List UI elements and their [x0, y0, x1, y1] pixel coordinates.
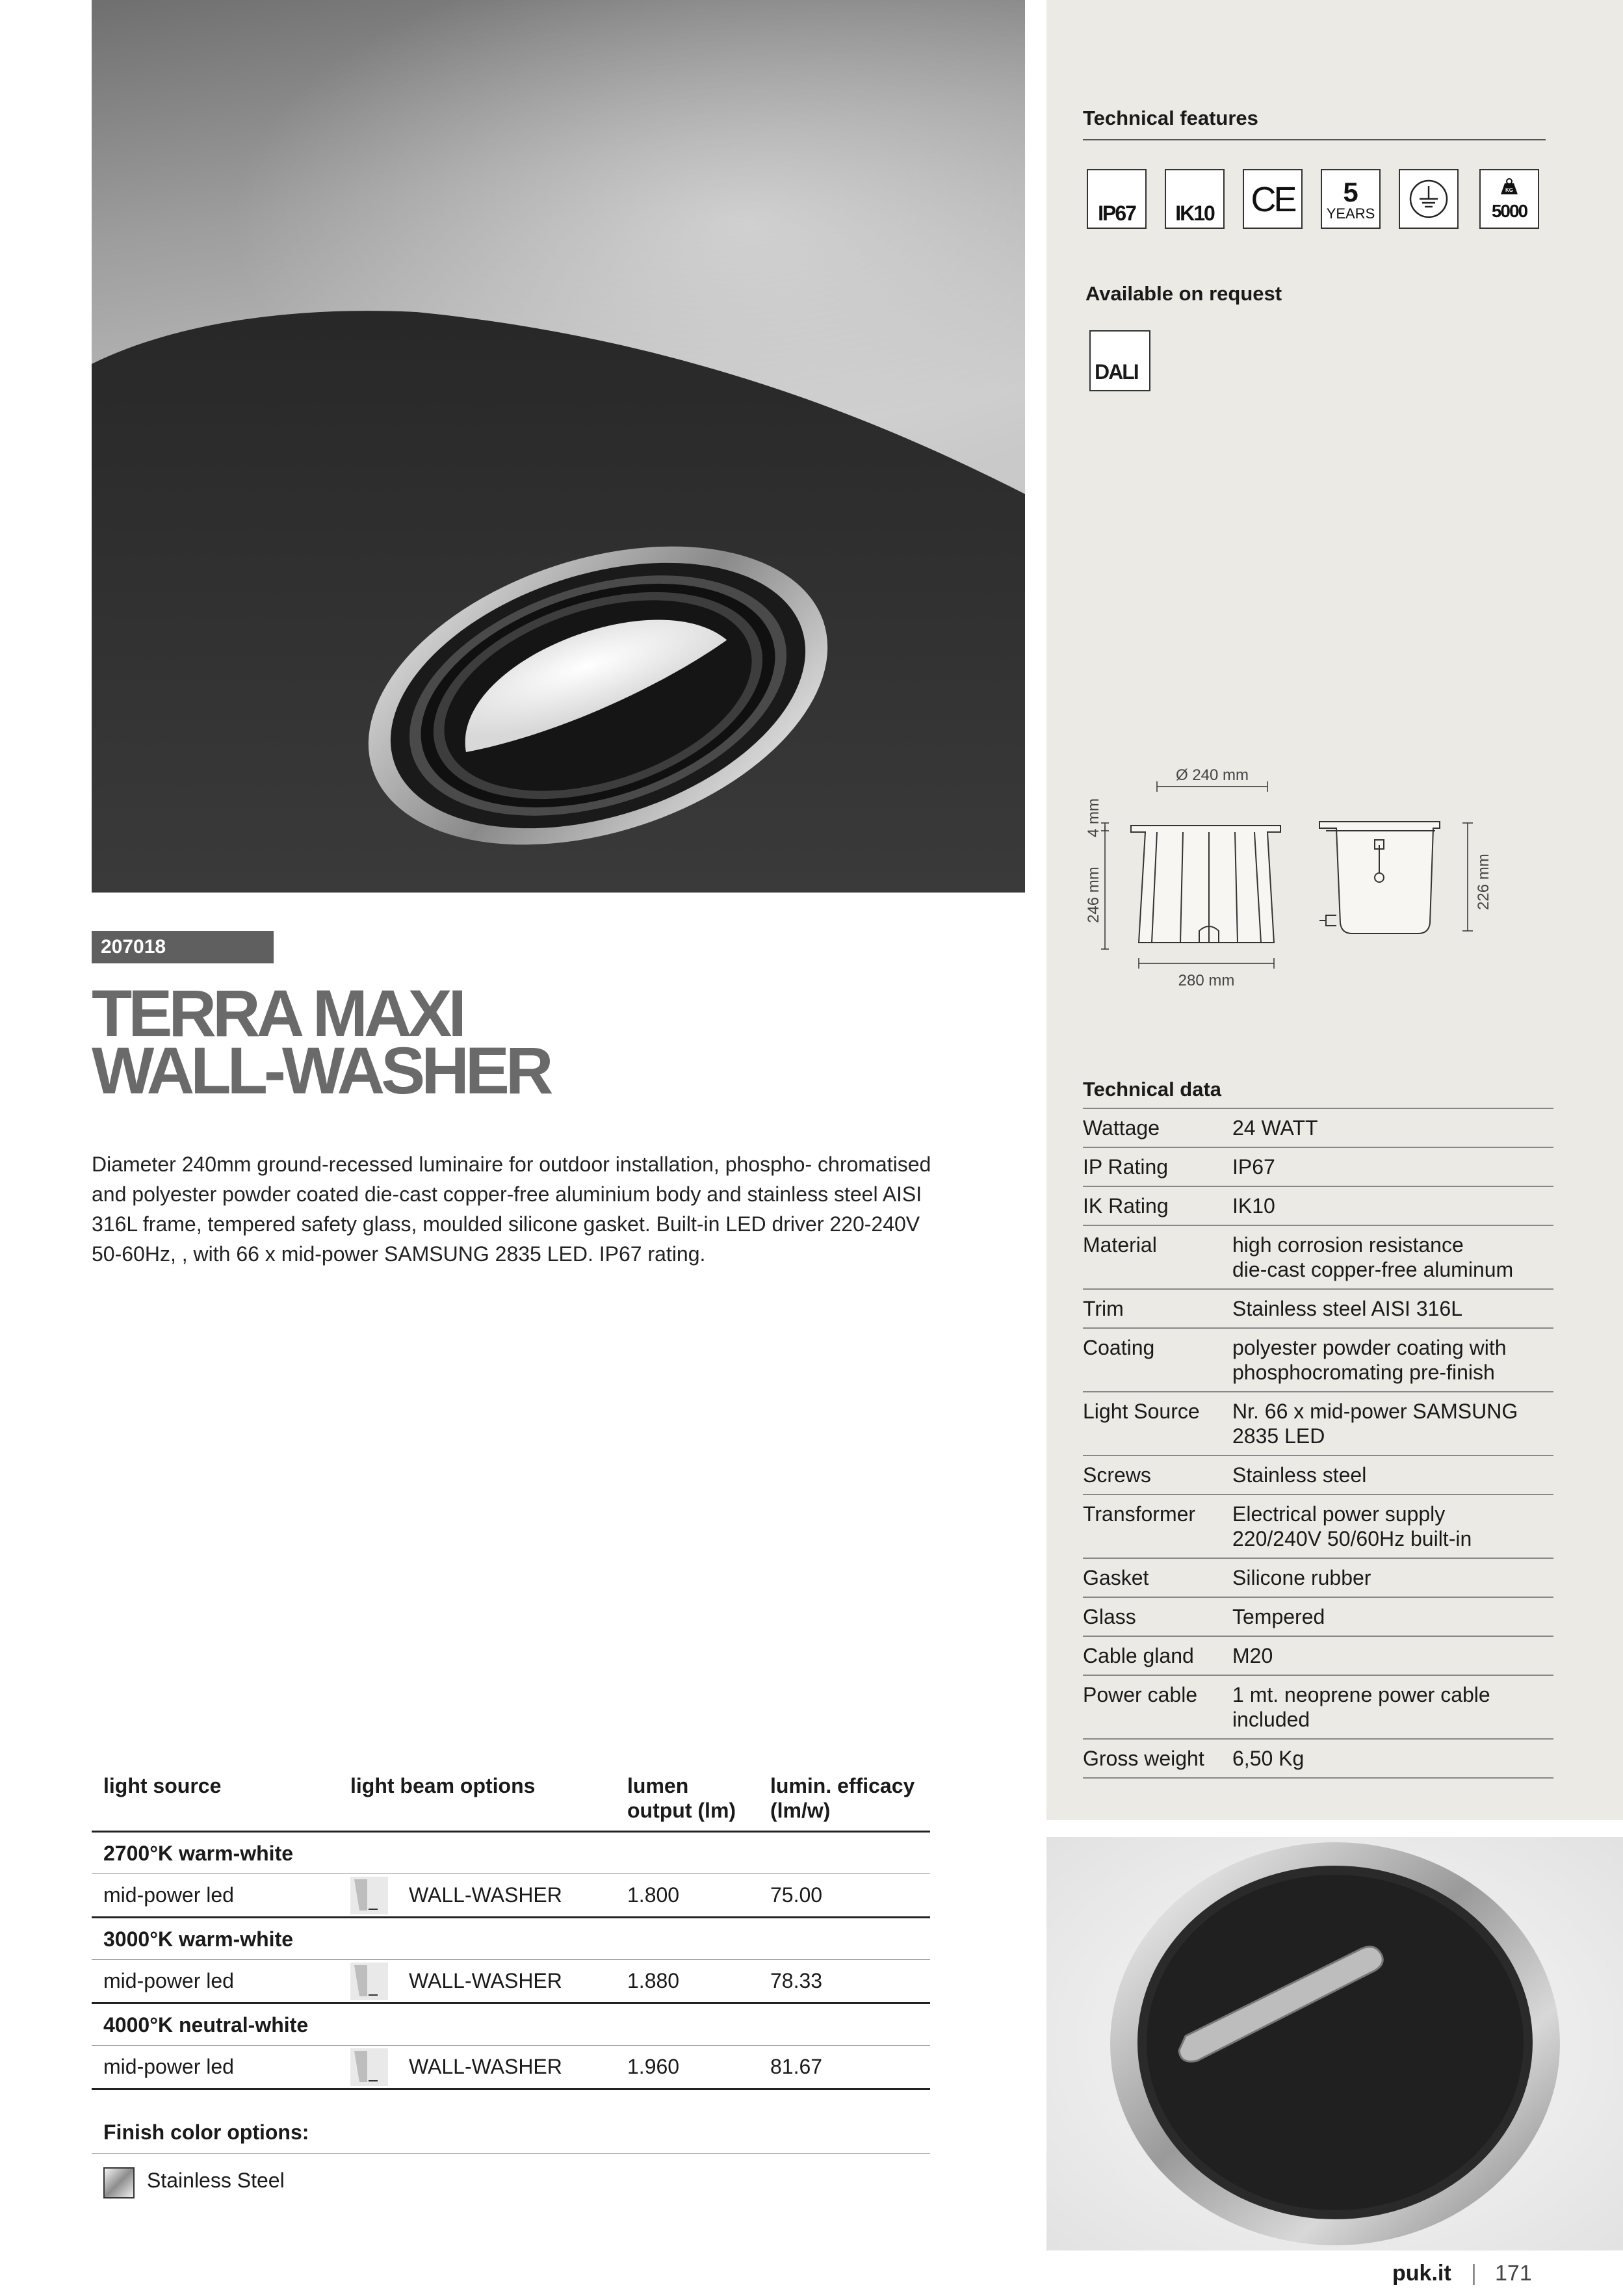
weight-icon-label: KG [1505, 187, 1513, 193]
product-title [92, 976, 937, 1108]
table-row [1083, 1494, 1553, 1558]
spec-label: Light Source [1083, 1400, 1200, 1423]
spec-label: Power cable [1083, 1683, 1198, 1706]
cell-beam [339, 1963, 616, 2000]
spec-label: Transformer [1083, 1502, 1196, 1526]
spec-value: IK10 [1232, 1194, 1275, 1218]
header-light-source: light source [103, 1774, 222, 1797]
table-row [1083, 1455, 1553, 1494]
dimension-total-height: 246 mm [1085, 867, 1102, 923]
table-row [92, 1874, 930, 1918]
dali-text: DALI [1095, 360, 1138, 384]
cell-lumen: 1.800 [627, 1883, 680, 1907]
spec-value: high corrosion resistance die-cast copper-free aluminum [1232, 1233, 1514, 1281]
spec-label: IK Rating [1083, 1194, 1169, 1218]
dali-badge [1089, 330, 1150, 391]
wall-washer-beam-icon [350, 2048, 388, 2086]
ip67-badge [1087, 169, 1147, 229]
spec-label: Gasket [1083, 1566, 1149, 1589]
spec-value: Silicone rubber [1232, 1566, 1371, 1589]
table-row [1083, 1225, 1553, 1288]
spec-value: polyester powder coating with phosphocromating pre-finish [1232, 1336, 1507, 1384]
cell-lumen: 1.960 [627, 2055, 680, 2078]
cell-beam [339, 2048, 616, 2086]
product-photo [1046, 1837, 1623, 2250]
technical-data-title: Technical data [1083, 1078, 1222, 1101]
product-code: 207018 [92, 931, 274, 963]
title-line-1: TERRA MAXI [92, 976, 463, 1050]
dimension-diameter: Ø 240 mm [1175, 766, 1249, 784]
spec-label: IP Rating [1083, 1155, 1169, 1179]
header-lumen-line1: lumen [627, 1774, 689, 1797]
footer-brand[interactable]: puk.it [1392, 2261, 1451, 2286]
table-row [1083, 1391, 1553, 1455]
earth-ground-badge [1399, 169, 1459, 229]
table-row [92, 2046, 930, 2090]
spec-value: 24 WATT [1232, 1116, 1318, 1140]
spec-value: Tempered [1232, 1605, 1325, 1628]
spec-label: Coating [1083, 1336, 1155, 1359]
load-value: 5000 [1491, 201, 1527, 221]
spec-label: Wattage [1083, 1116, 1160, 1140]
technical-features-divider [1083, 139, 1546, 140]
table-row [1083, 1636, 1553, 1675]
page-number: 171 [1495, 2261, 1532, 2286]
wall-washer-beam-icon [350, 1877, 388, 1914]
group-title: 2700°K warm-white [92, 1833, 930, 1874]
load-badge [1479, 169, 1539, 229]
wall-washer-beam-icon [350, 1963, 388, 2000]
cell-source: mid-power led [103, 1883, 234, 1907]
beam-label: WALL-WASHER [409, 2055, 562, 2078]
table-row [1083, 1558, 1553, 1597]
spec-label: Screws [1083, 1463, 1151, 1487]
product-description: Diameter 240mm ground-recessed luminaire for outdoor installation, phospho- chromatised and polyester powder coated die-cast copper-free aluminium body and stainless steel AISI 316L frame, tempered safety glass, moulded silicone gasket. Built-in LED driver 220-240V 50-60Hz, , with 66 x mid-power SAMSUNG 2835 LED. IP67 rating. [92, 1153, 931, 1266]
table-row [1083, 1738, 1553, 1779]
spec-value: Nr. 66 x mid-power SAMSUNG 2835 LED [1232, 1400, 1518, 1448]
cell-efficacy: 78.33 [770, 1969, 823, 1992]
table-row [92, 1960, 930, 2004]
table-row [1083, 1108, 1553, 1147]
ip67-text: IP67 [1098, 202, 1136, 225]
spec-value: M20 [1232, 1644, 1273, 1667]
spec-label: Cable gland [1083, 1644, 1194, 1667]
stainless-steel-swatch-icon [103, 2167, 135, 2198]
warranty-years-number: 5 [1343, 177, 1358, 207]
technical-drawing [1079, 761, 1495, 995]
technical-features-title: Technical features [1083, 107, 1258, 129]
header-efficacy [759, 1767, 930, 1831]
cell-efficacy: 81.67 [770, 2055, 823, 2078]
ik10-badge [1165, 169, 1225, 229]
available-on-request-title: Available on request [1085, 282, 1282, 305]
spec-value: IP67 [1232, 1155, 1275, 1179]
header-efficacy-line2: (lm/w) [770, 1799, 831, 1822]
cell-beam [339, 1877, 616, 1914]
header-efficacy-line1: lumin. efficacy [770, 1774, 915, 1797]
dimension-body-height: 226 mm [1475, 854, 1492, 910]
spec-value: Stainless steel AISI 316L [1232, 1297, 1462, 1320]
beam-label: WALL-WASHER [409, 1969, 562, 1992]
group-title: 4000°K neutral-white [92, 2004, 930, 2046]
group-title: 3000°K warm-white [92, 1918, 930, 1960]
table-header [92, 1767, 930, 1833]
spec-value: Stainless steel [1232, 1463, 1367, 1487]
footer-separator: | [1471, 2261, 1477, 2286]
dimension-width: 280 mm [1178, 972, 1235, 989]
technical-data-table [1083, 1108, 1553, 1779]
finish-divider [92, 2153, 930, 2154]
spec-label: Glass [1083, 1605, 1136, 1628]
light-source-table [92, 1767, 930, 2090]
luminaire-top-view [1046, 1837, 1623, 2250]
cell-efficacy: 75.00 [770, 1883, 823, 1907]
table-row [1083, 1597, 1553, 1636]
beam-label: WALL-WASHER [409, 1883, 562, 1907]
cell-source: mid-power led [103, 2055, 234, 2078]
table-row [1083, 1675, 1553, 1738]
hero-photo [92, 0, 1025, 893]
earth-ground-icon [1400, 170, 1457, 228]
header-lumen [616, 1767, 759, 1831]
ik10-text: IK10 [1175, 202, 1214, 225]
warranty-badge [1321, 169, 1381, 229]
table-row [1083, 1327, 1553, 1391]
ce-mark-badge [1243, 169, 1303, 229]
weight-icon [1500, 178, 1519, 195]
spec-value: Electrical power supply 220/240V 50/60Hz built-in [1232, 1502, 1472, 1550]
spec-label: Material [1083, 1233, 1157, 1257]
warranty-years-label: YEARS [1326, 205, 1375, 222]
header-beam-options: light beam options [350, 1774, 536, 1797]
spec-label: Gross weight [1083, 1747, 1204, 1770]
spec-value: 6,50 Kg [1232, 1747, 1305, 1770]
title-line-2: WALL-WASHER [92, 1034, 550, 1108]
spec-label: Trim [1083, 1297, 1124, 1320]
table-row [1083, 1288, 1553, 1327]
header-lumen-line2: output (lm) [627, 1799, 736, 1822]
table-row [1083, 1186, 1553, 1225]
spec-value: 1 mt. neoprene power cable included [1232, 1683, 1490, 1731]
ce-mark-icon: CE [1251, 180, 1295, 219]
finish-title: Finish color options: [103, 2120, 309, 2144]
cell-lumen: 1.880 [627, 1969, 680, 1992]
cell-source: mid-power led [103, 1969, 234, 1992]
dimension-top-height: 4 mm [1085, 798, 1102, 837]
table-row [1083, 1147, 1553, 1186]
finish-option-label: Stainless Steel [147, 2169, 285, 2192]
